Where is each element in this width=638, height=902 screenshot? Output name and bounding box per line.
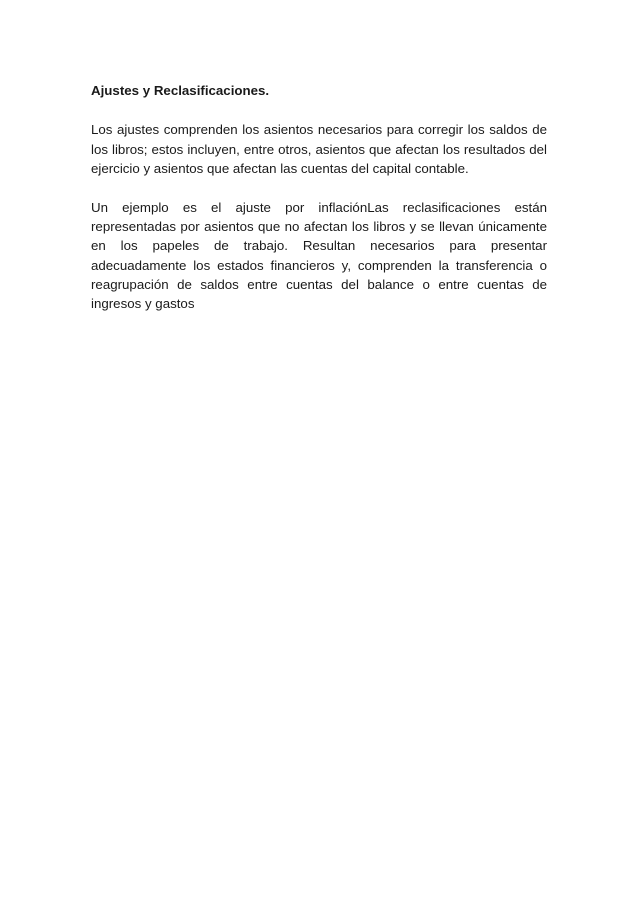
paragraph-reclasificaciones: Un ejemplo es el ajuste por inflaciónLas reclasificaciones están representadas por asientos que no afectan los libros y se llevan únicamente en los papeles de trabajo. Resultan necesarios para presentar adecuadamente los estados financieros y, comprenden la transferencia o reagrupación de saldos entre cuentas del balance o entre cuentas de ingresos y gastos: [91, 199, 547, 312]
paragraph-ajustes: Los ajustes comprenden los asientos necesarios para corregir los saldos de los libros; estos incluyen, entre otros, asientos que afectan los resultados del ejercicio y asientos que afectan las cuentas del capital contable.: [91, 122, 547, 176]
section-heading: Ajustes y Reclasificaciones.: [91, 83, 270, 98]
document-body: [91, 81, 547, 333]
